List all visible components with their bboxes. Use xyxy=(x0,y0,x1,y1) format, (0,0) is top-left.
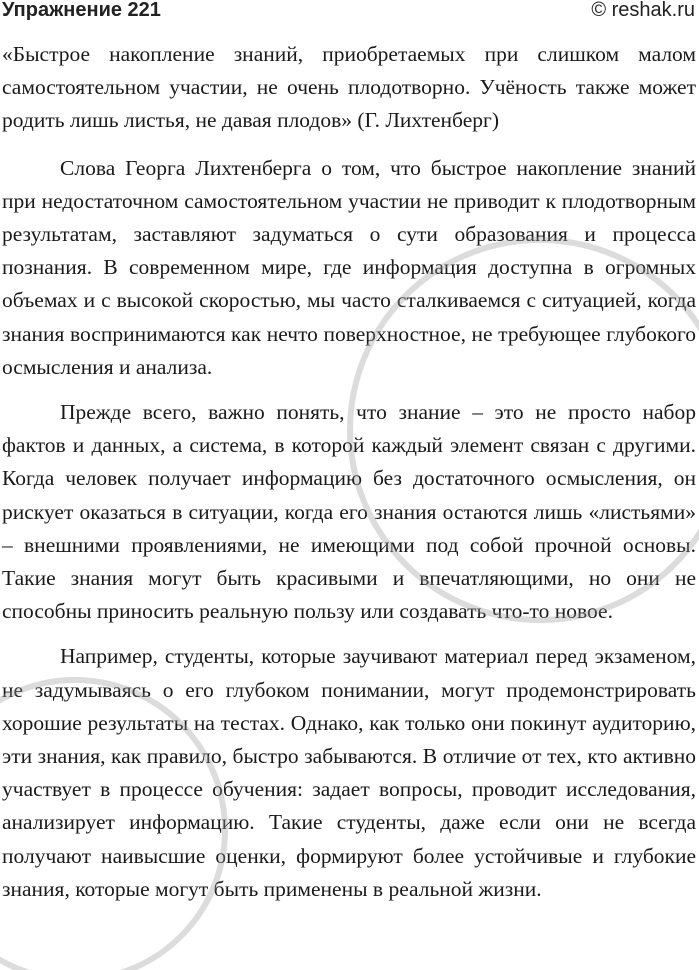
paragraph-1: Слова Георга Лихтенберга о том, что быстрое накопление знаний при недостаточном самостоятельном участии не приводит к плодотворным результатам, заставляют задуматься о сути образования и процесса познания. В современном мире, где информация доступна в огромных объемах и с высокой скоростью, мы часто сталкиваемся с ситуацией, когда знания воспринимаются как нечто поверхностное, не требующее глубокого осмысления и анализа. xyxy=(2,155,696,379)
paragraph-2: Прежде всего, важно понять, что знание – это не просто набор фактов и данных, а система, в которой каждый элемент связан с другими. Когда человек получает информацию без достаточного осмысления, он рискует оказаться в ситуации, когда его знания остаются лишь «листьями» – внешними проявлениями, не имеющими под собой прочной основы. Такие знания могут быть красивыми и впечатляющими, но они не способны приносить реальную пользу или создавать что-то новое. xyxy=(2,400,696,624)
site-copyright: © reshak.ru xyxy=(591,0,695,21)
paragraph-3: Например, студенты, которые заучивают материал перед экзаменом, не задумываясь о его глубоком понимании, могут продемонстрировать хорошие результаты на тестах. Однако, как только они покинут аудиторию, эти знания, как правило, быстро забываются. В отличие от тех, кто активно участвует в процессе обучения: задает вопросы, проводит исследования, анализирует информацию. Такие студенты, даже если они не всегда получают наивысшие оценки, формируют более устойчивые и глубокие знания, которые могут быть применены в реальной жизни. xyxy=(2,644,696,901)
epigraph-quote: «Быстрое накопление знаний, приобретаемых при слишком малом самостоятельном участии, не очень плодотворно. Учёность также может родить лишь листья, не давая плодов» (Г. Лихтенберг) xyxy=(2,42,696,133)
exercise-title: Упражнение 221 xyxy=(2,0,161,21)
document-body xyxy=(2,38,696,918)
page-header xyxy=(0,0,699,26)
